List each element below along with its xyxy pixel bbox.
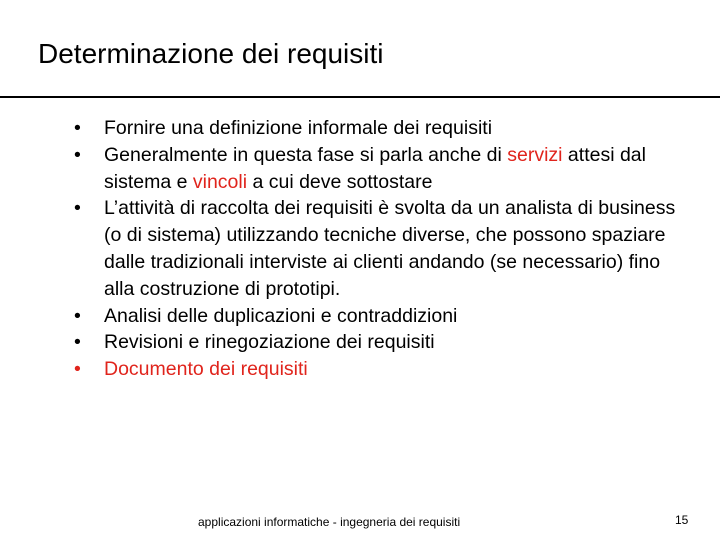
bullet-text: Revisioni e rinegoziazione dei requisiti: [104, 331, 435, 354]
page-number: 15: [675, 513, 689, 527]
highlight-vincoli: vincoli: [192, 170, 248, 193]
bullet-item: [72, 142, 692, 196]
bullet-text: Generalmente in questa fase si parla anche di: [104, 143, 508, 166]
bullet-item: [72, 195, 692, 302]
slide-title: Determinazione dei requisiti: [38, 38, 384, 69]
bullet-text: Fornire una definizione informale dei requisiti: [104, 117, 493, 139]
bullet-text: Documento dei requisiti: [104, 358, 308, 381]
bullet-icon: •: [74, 331, 81, 354]
bullet-icon: •: [74, 304, 81, 327]
bullet-text: Analisi delle duplicazioni e contraddizioni: [104, 304, 458, 327]
bullet-list: [72, 115, 692, 383]
footer-text: applicazioni informatiche - ingegneria dei requisiti: [198, 515, 461, 529]
bullet-icon: •: [74, 117, 81, 139]
title-divider: [0, 96, 720, 98]
bullet-item: [72, 356, 692, 383]
highlight-servizi: servizi: [507, 143, 563, 166]
bullet-item: [72, 303, 692, 330]
bullet-text: a cui deve sottostare: [247, 170, 433, 193]
bullet-icon: •: [74, 143, 81, 166]
bullet-item: [72, 329, 692, 356]
bullet-text: attesi dal sistema e: [104, 143, 646, 193]
bullet-text: L’attività di raccolta dei requisiti è svolta da un analista di business (o di sistema) utilizzando tecniche diverse, che possono spaziare dalle tradizionali interviste ai clienti andando (se necessario) fino alla costruzione di prototipi.: [104, 197, 676, 300]
bullet-icon: •: [74, 197, 81, 220]
bullet-item: [72, 115, 692, 142]
bullet-icon: •: [74, 358, 81, 381]
